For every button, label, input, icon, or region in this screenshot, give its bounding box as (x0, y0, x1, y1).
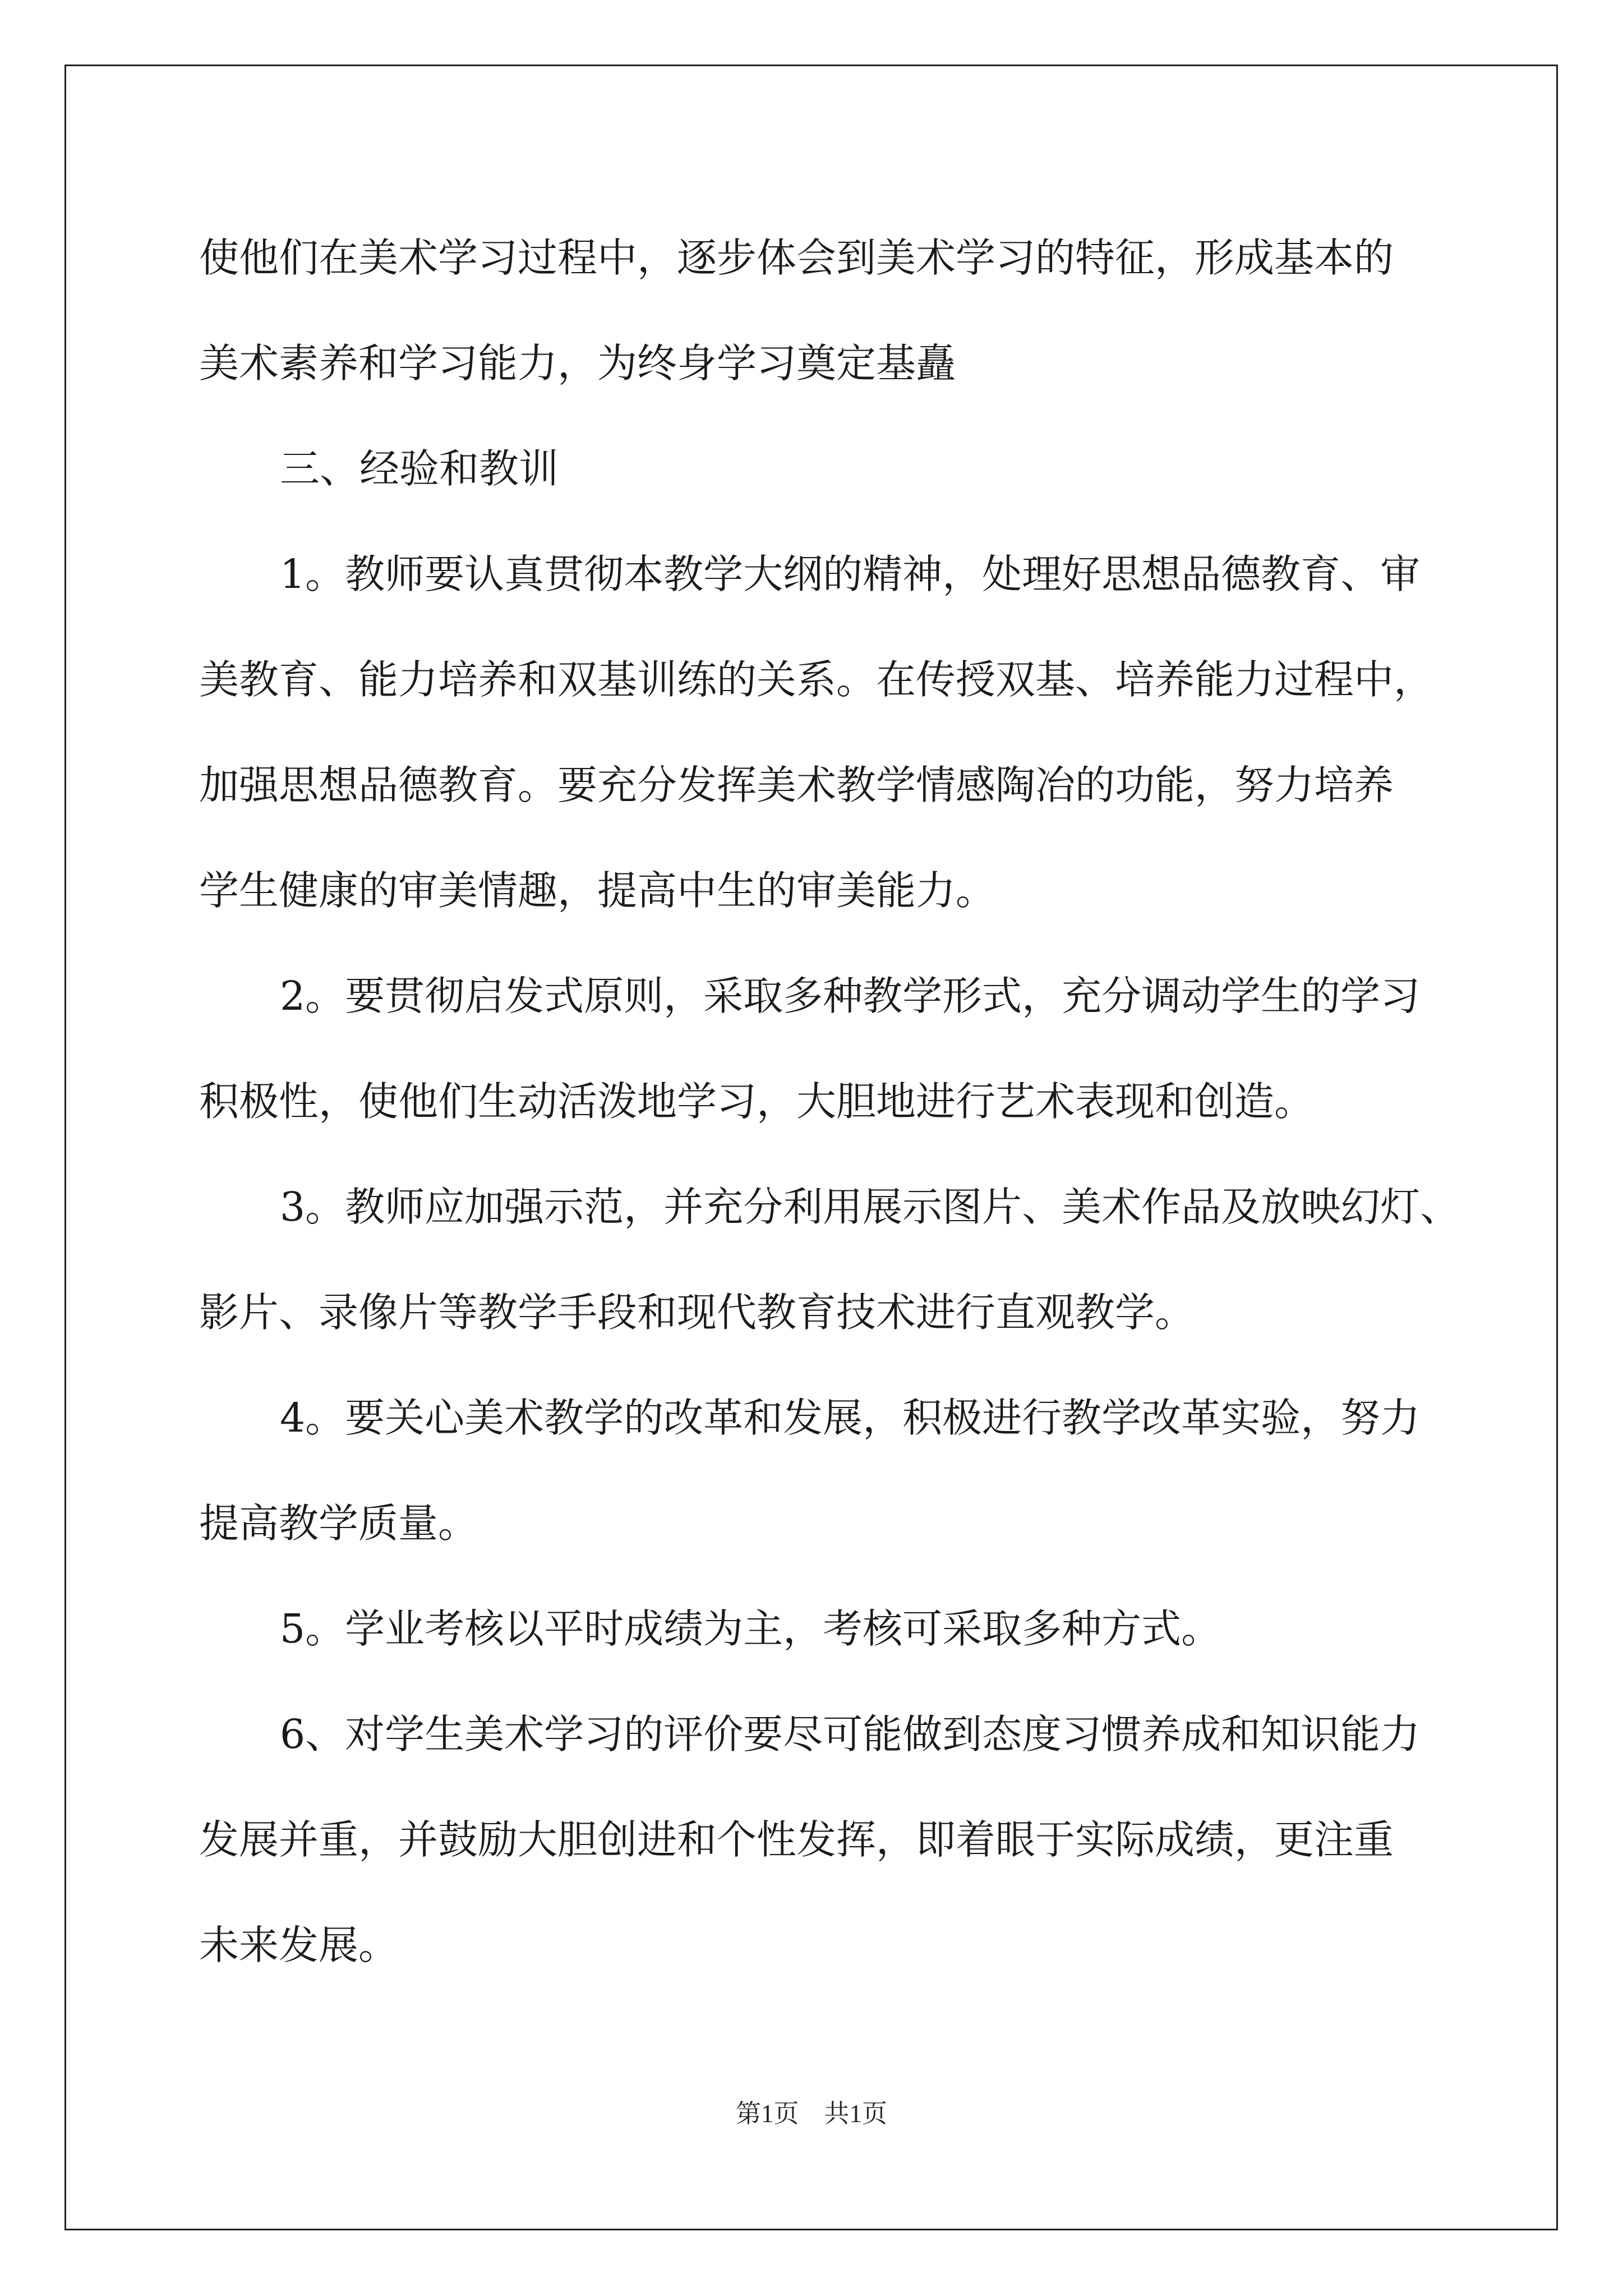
paragraph (199, 944, 1433, 1154)
paragraph (199, 522, 1433, 944)
text-line: 6、对学生美术学习的评价要尽可能做到态度习惯养成和知识能力 (280, 1711, 1421, 1757)
text-line: 2。要贯彻启发式原则，采取多种教学形式，充分调动学生的学习 (280, 973, 1421, 1019)
section-heading (199, 416, 1433, 522)
paragraph (199, 1682, 1433, 1998)
text-line: 4。要关心美术教学的改革和发展，积极进行教学改革实验，努力 (280, 1395, 1421, 1441)
text-line: 发展并重，并鼓励大胆创进和个性发挥，即着眼于实际成绩，更注重 (199, 1816, 1394, 1863)
paragraph (199, 1576, 1433, 1682)
text-line: 加强思想品德教育。要充分发挥美术教学情感陶冶的功能，努力培养 (199, 762, 1394, 808)
text-line: 5。学业考核以平时成绩为主，考核可采取多种方式。 (280, 1605, 1221, 1652)
page-total: 共1页 (824, 2100, 888, 2128)
section-heading-text: 三、经验和教训 (280, 445, 559, 492)
text-line: 未来发展。 (199, 1922, 399, 1968)
paragraph (199, 1154, 1460, 1365)
document-body (199, 205, 1460, 1998)
paragraph (199, 205, 1433, 416)
page-footer (0, 2097, 1623, 2131)
text-line: 1。教师要认真贯彻本教学大纲的精神，处理好思想品德教育、审 (280, 551, 1421, 597)
text-line: 积极性，使他们生动活泼地学习，大胆地进行艺术表现和创造。 (199, 1078, 1315, 1125)
paragraph (199, 1365, 1433, 1576)
text-line: 影片、录像片等教学手段和现代教育技术进行直观教学。 (199, 1289, 1195, 1336)
footer-spacer (799, 2100, 824, 2128)
text-line: 3。教师应加强示范，并充分利用展示图片、美术作品及放映幻灯、 (280, 1184, 1460, 1230)
text-line: 使他们在美术学习过程中，逐步体会到美术学习的特征，形成基本的 (199, 234, 1394, 281)
text-line: 提高教学质量。 (199, 1500, 478, 1547)
text-line: 美教育、能力培养和双基训练的关系。在传授双基、培养能力过程中， (199, 656, 1434, 703)
page-number: 第1页 (735, 2100, 799, 2128)
text-line: 学生健康的审美情趣，提高中生的审美能力。 (199, 867, 996, 914)
text-line: 美术素养和学习能力，为终身学习奠定基矗 (199, 340, 956, 386)
